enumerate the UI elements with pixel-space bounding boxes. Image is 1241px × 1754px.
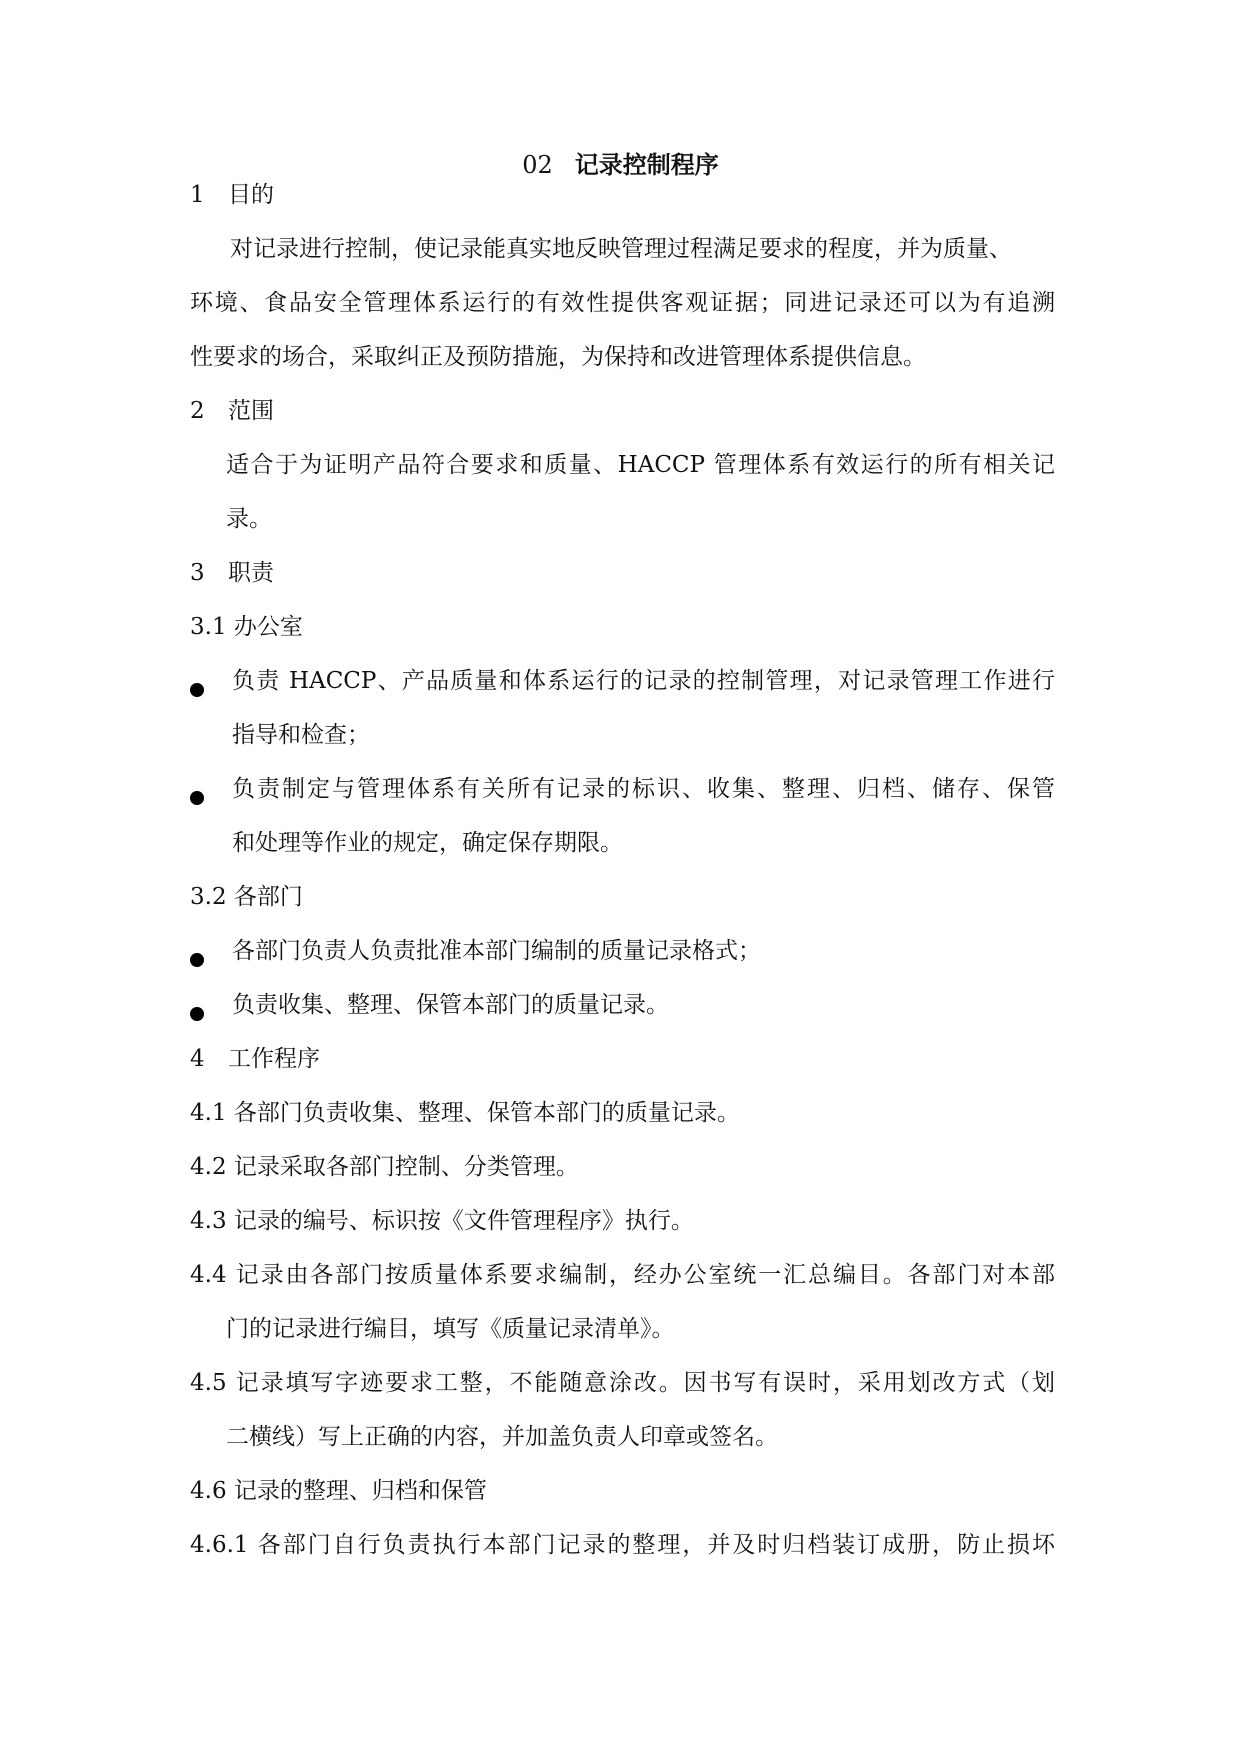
section-number: 4 — [190, 1046, 205, 1072]
procedure-item: 4.4 记录由各部门按质量体系要求编制，经办公室统一汇总编目。各部门对本部 — [190, 1262, 1055, 1288]
section-number: 2 — [190, 398, 205, 424]
bullet-icon — [190, 791, 204, 805]
section-4-heading — [190, 1043, 1241, 1075]
subsection-heading: 3.1 办公室 — [190, 614, 303, 640]
section-1-heading — [190, 179, 1241, 211]
section-title: 范围 — [228, 398, 274, 424]
procedure-item: 4.3 记录的编号、标识按《文件管理程序》执行。 — [190, 1208, 694, 1234]
paragraph-line: 对记录进行控制，使记录能真实地反映管理过程满足要求的程度，并为质量、 — [230, 236, 1012, 262]
bullet-icon — [190, 1007, 204, 1021]
procedure-item: 4.5 记录填写字迹要求工整，不能随意涂改。因书写有误时，采用划改方式（划 — [190, 1370, 1055, 1396]
section-title: 工作程序 — [228, 1046, 320, 1072]
bullet-icon — [190, 953, 204, 967]
bullet-text: 负责制定与管理体系有关所有记录的标识、收集、整理、归档、储存、保管 — [232, 776, 1055, 802]
subsection-heading: 3.2 各部门 — [190, 884, 303, 910]
bullet-text: 负责 HACCP、产品质量和体系运行的记录的控制管理，对记录管理工作进行 — [232, 668, 1055, 694]
paragraph-line: 录。 — [226, 506, 272, 532]
title-text: 记录控制程序 — [574, 150, 719, 179]
paragraph-line: 性要求的场合，采取纠正及预防措施，为保持和改进管理体系提供信息。 — [190, 344, 926, 370]
bullet-text: 负责收集、整理、保管本部门的质量记录。 — [232, 992, 669, 1018]
procedure-item-cont: 二横线）写上正确的内容，并加盖负责人印章或签名。 — [226, 1424, 778, 1450]
bullet-icon — [190, 683, 204, 697]
section-2-heading — [190, 395, 1241, 427]
section-3-heading — [190, 557, 1241, 589]
procedure-item: 4.2 记录采取各部门控制、分类管理。 — [190, 1154, 579, 1180]
paragraph-line: 环境、食品安全管理体系运行的有效性提供客观证据；同进记录还可以为有追溯 — [190, 290, 1055, 316]
title-number: 02 — [522, 151, 553, 179]
bullet-text: 指导和检查； — [232, 722, 370, 748]
procedure-item-cont: 门的记录进行编目，填写《质量记录清单》。 — [226, 1316, 675, 1342]
section-title: 职责 — [228, 560, 274, 586]
bullet-text: 和处理等作业的规定，确定保存期限。 — [232, 830, 623, 856]
procedure-item: 4.1 各部门负责收集、整理、保管本部门的质量记录。 — [190, 1100, 740, 1126]
paragraph-line: 适合于为证明产品符合要求和质量、HACCP 管理体系有效运行的所有相关记 — [226, 452, 1055, 478]
section-title: 目的 — [228, 182, 274, 208]
section-number: 1 — [190, 182, 205, 208]
bullet-text: 各部门负责人负责批准本部门编制的质量记录格式； — [232, 938, 761, 964]
section-number: 3 — [190, 560, 205, 586]
procedure-item: 4.6 记录的整理、归档和保管 — [190, 1478, 487, 1504]
procedure-item: 4.6.1 各部门自行负责执行本部门记录的整理，并及时归档装订成册，防止损坏 — [190, 1532, 1055, 1558]
document-title — [0, 148, 1241, 182]
